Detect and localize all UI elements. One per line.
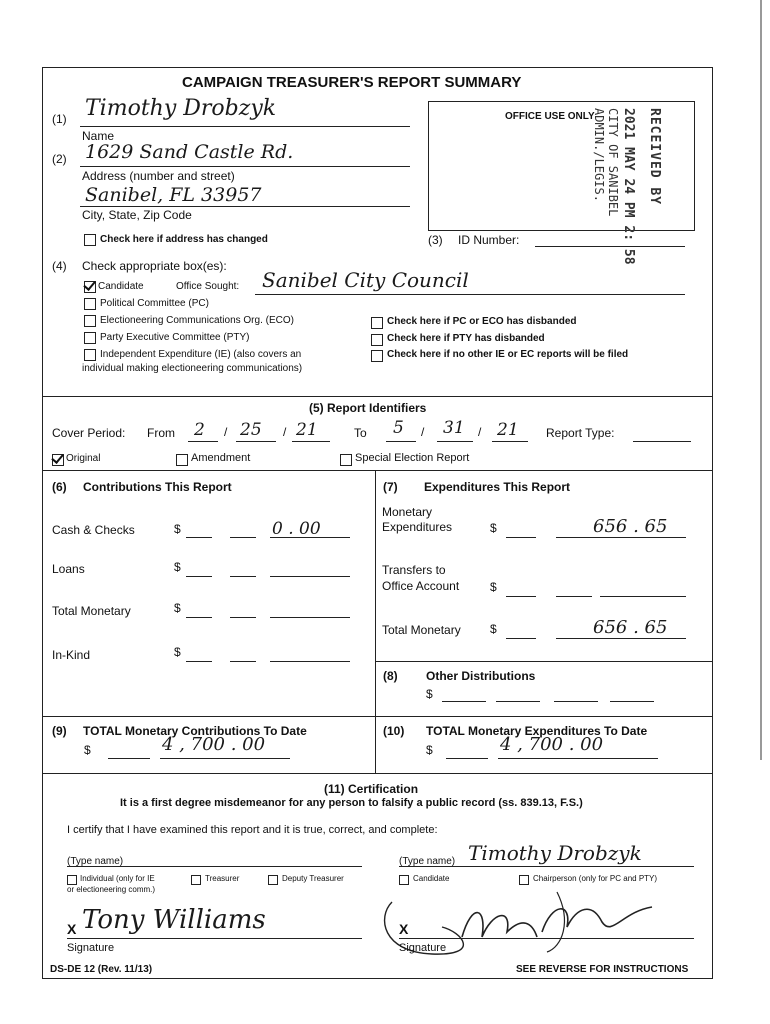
city-value[interactable]: Sanibel, FL 33957 (85, 184, 262, 206)
total7-value[interactable]: 656 . 65 (593, 617, 668, 638)
city-label: City, State, Zip Code (82, 208, 192, 222)
left-signature-line (67, 938, 362, 939)
to-month-line (386, 441, 416, 442)
from-sep-2: / (283, 425, 287, 439)
loans-label: Loans (52, 562, 85, 576)
cover-period-label: Cover Period: (52, 426, 126, 440)
from-month-line (188, 441, 218, 442)
monetary-exp-label: Monetary (382, 505, 433, 519)
address-value[interactable]: 1629 Sand Castle Rd. (85, 141, 294, 163)
deputy-checkbox[interactable] (268, 875, 278, 885)
to-sep-2: / (478, 425, 482, 439)
section11-heading: (11) Certification (324, 782, 419, 796)
to-label: To (354, 426, 367, 440)
monetary-exp-dollar: $ (490, 521, 497, 535)
section8-line-1[interactable] (442, 701, 486, 702)
section8-line-4[interactable] (610, 701, 654, 702)
total7-dollar: $ (490, 622, 497, 636)
monetary-exp-line-1 (506, 537, 536, 538)
ie-checkbox[interactable] (84, 349, 96, 361)
amendment-checkbox[interactable] (176, 454, 188, 466)
left-type-name-label: (Type name) (67, 856, 124, 867)
name-underline (80, 126, 410, 127)
section3-num: (3) (428, 233, 443, 247)
stamp-city: CITY OF SANIBEL (606, 108, 620, 217)
inkind-line-2[interactable] (230, 661, 256, 662)
eco-checkbox[interactable] (84, 315, 96, 327)
section10-value[interactable]: 4 , 700 . 00 (500, 734, 604, 755)
section6-top-rule (42, 470, 712, 471)
id-number-underline[interactable] (535, 246, 685, 247)
individual-label: Individual (only for IE (80, 874, 155, 883)
middle-divider (375, 470, 376, 773)
section8-top-rule (375, 661, 712, 662)
section8-line-3[interactable] (554, 701, 598, 702)
to-year[interactable]: 21 (497, 420, 519, 440)
address-underline (80, 166, 410, 167)
special-election-label: Special Election Report (355, 452, 470, 464)
eco-label: Electioneering Communications Org. (ECO) (100, 315, 294, 326)
section2-num: (2) (52, 152, 67, 166)
address-changed-checkbox[interactable] (84, 234, 96, 246)
right-name-value[interactable]: Timothy Drobzyk (468, 841, 642, 865)
section9-line-1 (108, 758, 150, 759)
chair-label: Chairperson (only for PC and PTY) (533, 874, 658, 883)
section11-certify: I certify that I have examined this report and it is true, correct, and complete: (67, 824, 438, 836)
pty-label: Party Executive Committee (PTY) (100, 332, 250, 343)
total7-line-1 (506, 638, 536, 639)
left-signature[interactable]: Tony Williams (82, 905, 266, 935)
no-other-checkbox[interactable] (371, 350, 383, 362)
treasurer-label: Treasurer (205, 874, 240, 883)
id-number-label: ID Number: (458, 233, 520, 247)
cash-dollar: $ (174, 522, 181, 536)
transfers-line-1[interactable] (506, 596, 536, 597)
no-other-label: Check here if no other IE or EC reports will be filed (387, 349, 629, 360)
address-label: Address (number and street) (82, 169, 235, 183)
transfers-line-3[interactable] (600, 596, 686, 597)
name-label: Name (82, 129, 115, 143)
inkind-dollar: $ (174, 645, 181, 659)
cash-label: Cash & Checks (52, 523, 135, 537)
candidate-label: Candidate (98, 281, 144, 292)
disband-pty-checkbox[interactable] (371, 334, 383, 346)
amendment-label: Amendment (191, 452, 251, 464)
pc-label: Political Committee (PC) (100, 298, 209, 309)
to-sep-1: / (421, 425, 425, 439)
to-day[interactable]: 31 (443, 418, 465, 438)
section5-heading: (5) Report Identifiers (309, 401, 427, 415)
from-year[interactable]: 21 (296, 420, 318, 440)
total6-line-2[interactable] (230, 617, 256, 618)
to-year-line (492, 441, 528, 442)
section9-top-rule (42, 716, 712, 717)
cash-line-1 (186, 537, 212, 538)
cash-line-2 (230, 537, 256, 538)
section10-num: (10) (383, 724, 405, 738)
section6-num: (6) (52, 480, 67, 494)
inkind-label: In-Kind (52, 648, 91, 662)
section9-dollar: $ (84, 743, 91, 757)
loans-line-3[interactable] (270, 576, 350, 577)
office-use-label: OFFICE USE ONLY (505, 111, 595, 122)
right-edge-mark (760, 0, 762, 760)
disband-pc-checkbox[interactable] (371, 317, 383, 329)
total7-line-2 (556, 638, 686, 639)
from-sep-1: / (224, 425, 228, 439)
right-signature-label: Signature (399, 942, 447, 954)
treasurer-checkbox[interactable] (191, 875, 201, 885)
stamp-received: RECEIVED BY (647, 108, 662, 206)
received-stamp (590, 108, 710, 265)
pty-checkbox[interactable] (84, 332, 96, 344)
original-label: Original (66, 453, 101, 464)
section11-top-rule (42, 773, 712, 774)
individual-label-2: or electioneering comm.) (67, 885, 156, 894)
report-type-label: Report Type: (546, 426, 615, 440)
section5-top-rule (42, 396, 712, 397)
monetary-exp-value[interactable]: 656 . 65 (593, 516, 668, 537)
total7-label: Total Monetary (382, 623, 461, 637)
cash-value[interactable]: 0 . 00 (272, 519, 321, 539)
total6-line-1[interactable] (186, 617, 212, 618)
name-value[interactable]: Timothy Drobzyk (85, 96, 277, 121)
inkind-line-1[interactable] (186, 661, 212, 662)
section9-line-2 (160, 758, 290, 759)
city-underline (80, 206, 410, 207)
address-changed-label: Check here if address has changed (100, 234, 268, 245)
section8-dollar: $ (426, 687, 433, 701)
monetary-exp-label-2: Expenditures (382, 520, 453, 534)
section10-dollar: $ (426, 743, 433, 757)
disband-pty-label: Check here if PTY has disbanded (387, 333, 545, 344)
deputy-label: Deputy Treasurer (282, 874, 344, 883)
disband-pc-label: Check here if PC or ECO has disbanded (387, 316, 577, 327)
monetary-exp-line-2 (556, 537, 686, 538)
reverse-instructions: SEE REVERSE FOR INSTRUCTIONS (516, 964, 689, 975)
section7-heading: Expenditures This Report (424, 480, 571, 494)
section9-num: (9) (52, 724, 67, 738)
special-election-checkbox[interactable] (340, 454, 352, 466)
form-id: DS-DE 12 (Rev. 11/13) (50, 964, 153, 975)
to-month[interactable]: 5 (393, 418, 404, 438)
transfers-label: Transfers to (382, 563, 446, 577)
individual-checkbox[interactable] (67, 875, 77, 885)
stamp-dept: ADMIN./LEGIS. (592, 108, 606, 202)
ie-label-2: individual making electioneering communications) (82, 363, 303, 374)
ie-label: Independent Expenditure (IE) (also covers an (100, 349, 302, 360)
section4-num: (4) (52, 259, 67, 273)
section8-num: (8) (383, 669, 398, 683)
pc-checkbox[interactable] (84, 298, 96, 310)
total6-line-3[interactable] (270, 617, 350, 618)
section8-heading: Other Distributions (426, 669, 536, 683)
from-month[interactable]: 2 (194, 420, 205, 440)
report-type-line[interactable] (633, 441, 691, 442)
office-sought-value[interactable]: Sanibel City Council (262, 268, 469, 292)
to-day-line (437, 441, 473, 442)
candidate-cert-label: Candidate (413, 874, 450, 883)
from-label: From (147, 426, 175, 440)
transfers-label-2: Office Account (382, 579, 460, 593)
right-signature-line (399, 938, 694, 939)
section11-warning: It is a first degree misdemeanor for any person to falsify a public record (ss. 839.13, F.S.) (120, 797, 583, 809)
from-day[interactable]: 25 (240, 420, 262, 440)
section9-heading: TOTAL Monetary Contributions To Date (83, 724, 307, 738)
left-signature-label: Signature (67, 942, 115, 954)
total6-label: Total Monetary (52, 604, 131, 618)
from-day-line (236, 441, 276, 442)
section9-value[interactable]: 4 , 700 . 00 (162, 734, 266, 755)
transfers-line-2[interactable] (556, 596, 592, 597)
section6-heading: Contributions This Report (83, 480, 232, 494)
loans-line-2[interactable] (230, 576, 256, 577)
candidate-checkbox[interactable] (84, 281, 96, 293)
inkind-line-3[interactable] (270, 661, 350, 662)
from-year-line (292, 441, 330, 442)
right-x-mark: X (399, 921, 409, 937)
right-type-name-label: (Type name) (399, 856, 456, 867)
section10-line-1 (446, 758, 488, 759)
left-x-mark: X (67, 921, 77, 937)
stamp-date: 2021 MAY 24 PM 2: 58 (621, 108, 636, 265)
section10-heading: TOTAL Monetary Expenditures To Date (426, 724, 648, 738)
form-title: CAMPAIGN TREASURER'S REPORT SUMMARY (182, 74, 522, 91)
loans-line-1[interactable] (186, 576, 212, 577)
transfers-dollar: $ (490, 580, 497, 594)
section7-num: (7) (383, 480, 398, 494)
total6-dollar: $ (174, 601, 181, 615)
office-sought-underline (255, 294, 685, 295)
section1-num: (1) (52, 112, 67, 126)
section4-label: Check appropriate box(es): (82, 259, 227, 273)
original-checkbox[interactable] (52, 454, 64, 466)
loans-dollar: $ (174, 560, 181, 574)
section10-line-2 (498, 758, 658, 759)
section8-line-2[interactable] (496, 701, 540, 702)
office-sought-label: Office Sought: (176, 281, 240, 292)
